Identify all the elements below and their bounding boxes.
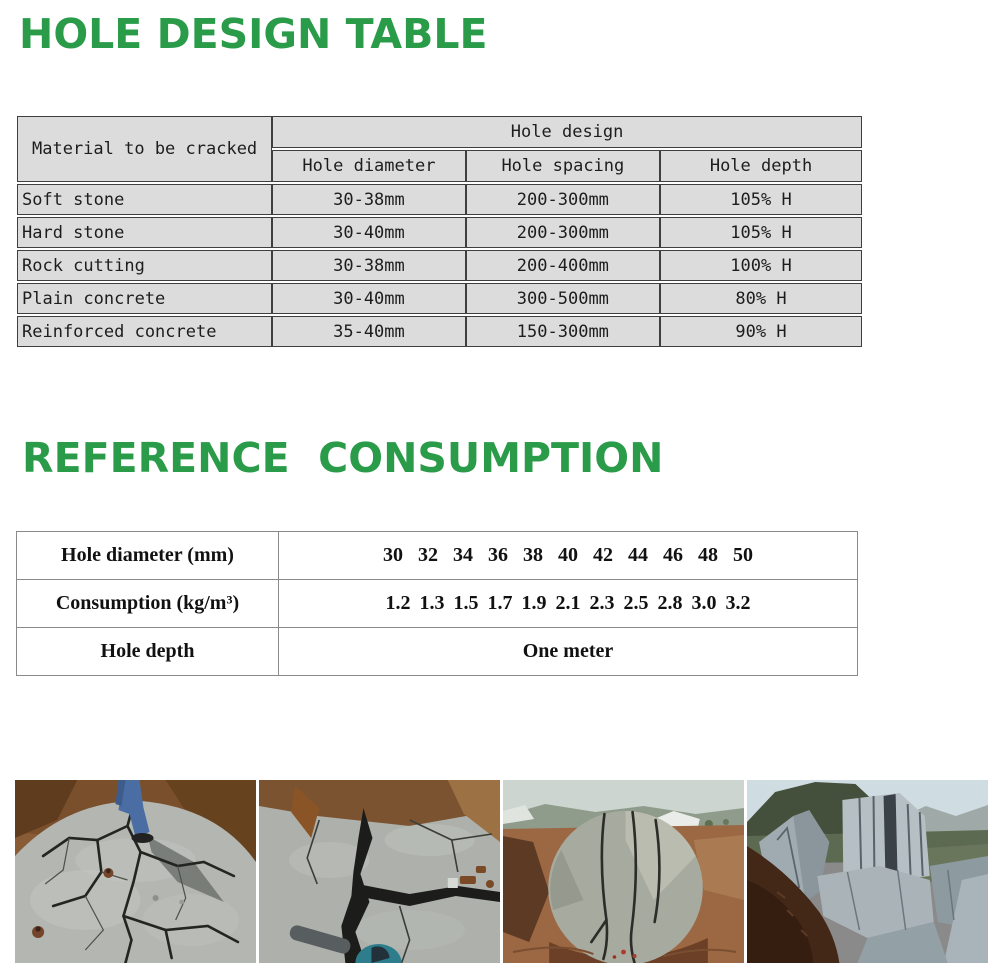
col-header-hole-depth: Hole depth xyxy=(660,150,862,182)
table-row xyxy=(17,184,862,215)
depth-cell: 105% H xyxy=(660,217,862,248)
diameter-cell: 30-40mm xyxy=(272,283,466,314)
material-cell: Plain concrete xyxy=(17,283,272,314)
consumption-values: 1.2 1.3 1.5 1.7 1.9 2.1 2.3 2.5 2.8 3.0 3.2 xyxy=(279,580,858,628)
table-header-row xyxy=(17,116,862,148)
hole-design-table-title: HOLE DESIGN TABLE xyxy=(19,10,488,58)
spacing-cell: 200-400mm xyxy=(466,250,660,281)
diameter-cell: 30-38mm xyxy=(272,250,466,281)
table-row xyxy=(17,250,862,281)
reference-consumption-table xyxy=(16,531,858,676)
diameter-cell: 30-38mm xyxy=(272,184,466,215)
material-cell: Soft stone xyxy=(17,184,272,215)
round-boulder-image xyxy=(503,780,744,963)
spacing-cell: 150-300mm xyxy=(466,316,660,347)
depth-cell: 100% H xyxy=(660,250,862,281)
table-row xyxy=(17,283,862,314)
row-label-hole-depth: Hole depth xyxy=(17,628,279,676)
corner-header-cell: Material to be cracked xyxy=(17,116,272,182)
diameter-cell: 35-40mm xyxy=(272,316,466,347)
hole-design-table xyxy=(17,114,862,349)
fractured-slabs-image xyxy=(747,780,988,963)
table-row xyxy=(17,316,862,347)
material-cell: Rock cutting xyxy=(17,250,272,281)
depth-cell: 80% H xyxy=(660,283,862,314)
photo-round-boulder-vertical-cracks xyxy=(503,780,744,963)
material-cell: Hard stone xyxy=(17,217,272,248)
row-label-hole-diameter: Hole diameter (mm) xyxy=(17,532,279,580)
group-header-cell: Hole design xyxy=(272,116,862,148)
photo-split-rock-wide-y-crack xyxy=(259,780,500,963)
photo-fractured-slabs-hillside xyxy=(747,780,988,963)
cracked-boulder-worker-image xyxy=(15,780,256,963)
col-header-hole-spacing: Hole spacing xyxy=(466,150,660,182)
spacing-cell: 300-500mm xyxy=(466,283,660,314)
material-cell: Reinforced concrete xyxy=(17,316,272,347)
depth-cell: 105% H xyxy=(660,184,862,215)
spacing-cell: 200-300mm xyxy=(466,184,660,215)
col-header-hole-diameter: Hole diameter xyxy=(272,150,466,182)
depth-cell: 90% H xyxy=(660,316,862,347)
table-row xyxy=(17,628,858,676)
hole-diameter-values: 30 32 34 36 38 40 42 44 46 48 50 xyxy=(279,532,858,580)
split-rock-crack-image xyxy=(259,780,500,963)
diameter-cell: 30-40mm xyxy=(272,217,466,248)
table-row xyxy=(17,532,858,580)
application-photos xyxy=(15,780,988,963)
table-row xyxy=(17,580,858,628)
photo-cracked-boulder-top-with-worker xyxy=(15,780,256,963)
reference-consumption-title: REFERENCE CONSUMPTION xyxy=(22,434,664,482)
spacing-cell: 200-300mm xyxy=(466,217,660,248)
hole-depth-value: One meter xyxy=(279,628,858,676)
row-label-consumption: Consumption (kg/m³) xyxy=(17,580,279,628)
table-row xyxy=(17,217,862,248)
